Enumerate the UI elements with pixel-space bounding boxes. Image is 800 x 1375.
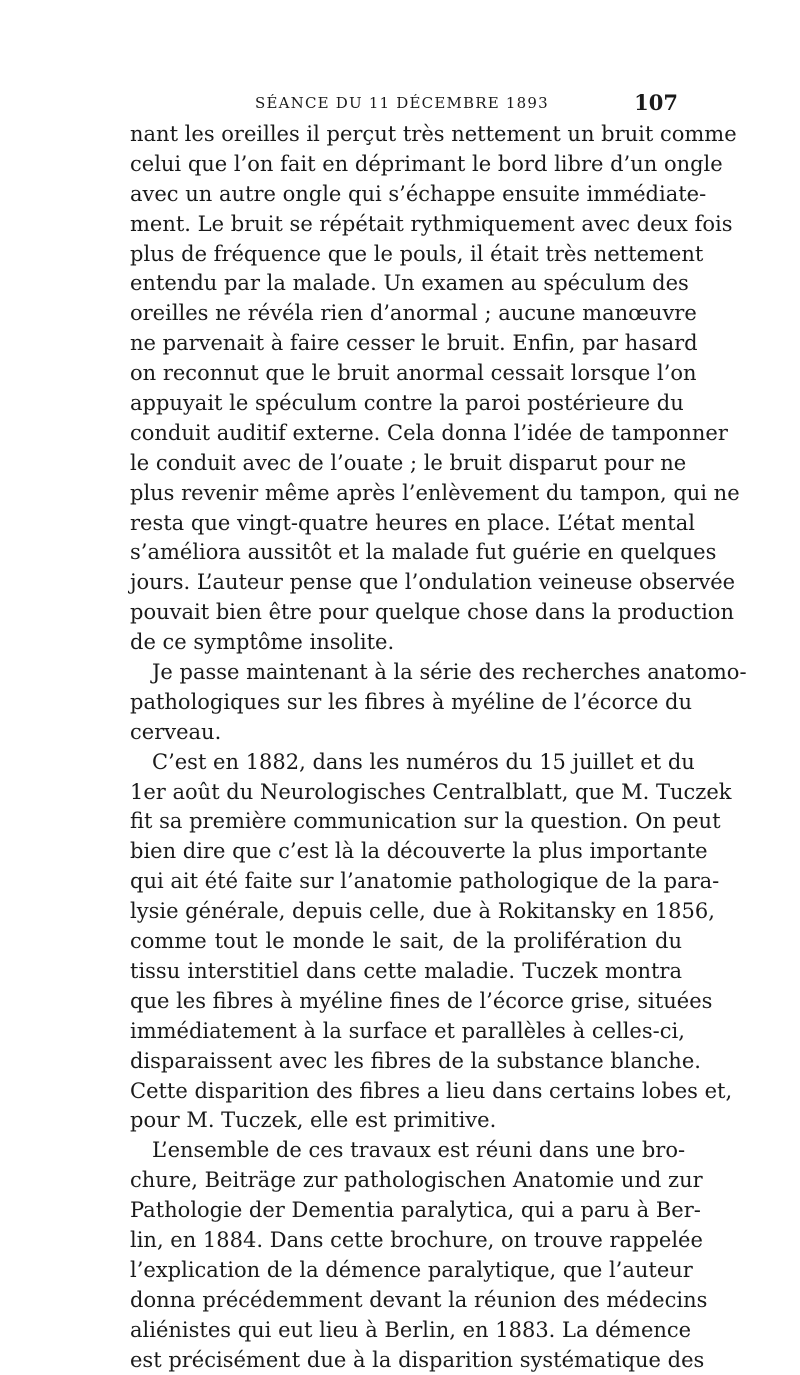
text-line: pour M. Tuczek, elle est primitive.: [130, 1108, 497, 1133]
text-line: C’est en 1882, dans les numéros du 15 juillet et du: [152, 749, 695, 774]
text-line: qui ait été faite sur l’anatomie pathologique de la para-: [130, 869, 720, 894]
text-line: pouvait bien être pour quelque chose dans la production: [130, 600, 734, 625]
text-line: on reconnut que le bruit anormal cessait lorsque l’on: [130, 361, 697, 386]
page-number: 107: [634, 90, 678, 115]
text-line: Cette disparition des fibres a lieu dans certains lobes et,: [130, 1078, 733, 1103]
text-line: donna précédemment devant la réunion des médecins: [130, 1287, 708, 1312]
text-line: aliénistes qui eut lieu à Berlin, en 1883. La démence: [130, 1317, 692, 1342]
text-line: conduit auditif externe. Cela donna l’idée de tamponner: [130, 420, 728, 445]
text-line: L’ensemble de ces travaux est réuni dans une bro-: [152, 1138, 686, 1163]
text-line: plus de fréquence que le pouls, il était très nettement: [130, 241, 704, 266]
text-line: ne parvenait à faire cesser le bruit. Enfin, par hasard: [130, 331, 698, 356]
text-line: que les fibres à myéline fines de l’écorce grise, situées: [130, 988, 713, 1013]
text-line: chure, Beiträge zur pathologischen Anatomie und zur: [130, 1168, 703, 1193]
text-line: jours. L’auteur pense que l’ondulation veineuse observée: [130, 570, 736, 595]
text-line: l’explication de la démence paralytique, que l’auteur: [130, 1257, 693, 1282]
text-line: cerveau.: [130, 719, 222, 744]
text-line: oreilles ne révéla rien d’anormal ; aucune manœuvre: [130, 301, 697, 326]
text-line: resta que vingt-quatre heures en place. L’état mental: [130, 510, 695, 535]
text-line: pathologiques sur les fibres à myéline de l’écorce du: [130, 689, 693, 714]
text-line: est précisément due à la disparition systématique des: [130, 1347, 705, 1372]
text-line: ment. Le bruit se répétait rythmiquement avec deux fois: [130, 211, 733, 236]
text-line: 1er août du Neurologisches Centralblatt, que M. Tuczek: [130, 779, 732, 804]
page-header: [130, 90, 680, 120]
text-line: plus revenir même après l’enlèvement du tampon, qui ne: [130, 480, 740, 505]
text-line: disparaissent avec les fibres de la substance blanche.: [130, 1048, 701, 1073]
text-line: avec un autre ongle qui s’échappe ensuite immédiate-: [130, 181, 707, 206]
text-line: de ce symptôme insolite.: [130, 630, 395, 655]
text-line: celui que l’on fait en déprimant le bord libre d’un ongle: [130, 151, 723, 176]
text-line: Pathologie der Dementia paralytica, qui a paru à Ber-: [130, 1198, 701, 1223]
text-line: tissu interstitiel dans cette maladie. Tuczek montra: [130, 958, 682, 983]
text-line: appuyait le spéculum contre la paroi postérieure du: [130, 391, 684, 416]
text-line: fit sa première communication sur la question. On peut: [130, 809, 721, 834]
text-line: bien dire que c’est là la découverte la plus importante: [130, 839, 708, 864]
text-line: immédiatement à la surface et parallèles à celles-ci,: [130, 1018, 685, 1043]
text-line: le conduit avec de l’ouate ; le bruit disparut pour ne: [130, 450, 687, 475]
text-line: comme tout le monde le sait, de la prolifération du: [130, 929, 682, 954]
running-head: SÉANCE DU 11 DÉCEMBRE 1893: [255, 94, 549, 112]
text-line: Je passe maintenant à la série des recherches anatomo-: [152, 660, 747, 685]
text-line: entendu par la malade. Un examen au spéculum des: [130, 271, 689, 296]
text-line: nant les oreilles il perçut très nettement un bruit comme: [130, 122, 737, 146]
text-line: lin, en 1884. Dans cette brochure, on trouve rappelée: [130, 1227, 703, 1252]
text-line: lysie générale, depuis celle, due à Rokitansky en 1856,: [130, 899, 715, 924]
body-text: [130, 120, 747, 1375]
text-line: s’améliora aussitôt et la malade fut guérie en quelques: [130, 540, 717, 565]
